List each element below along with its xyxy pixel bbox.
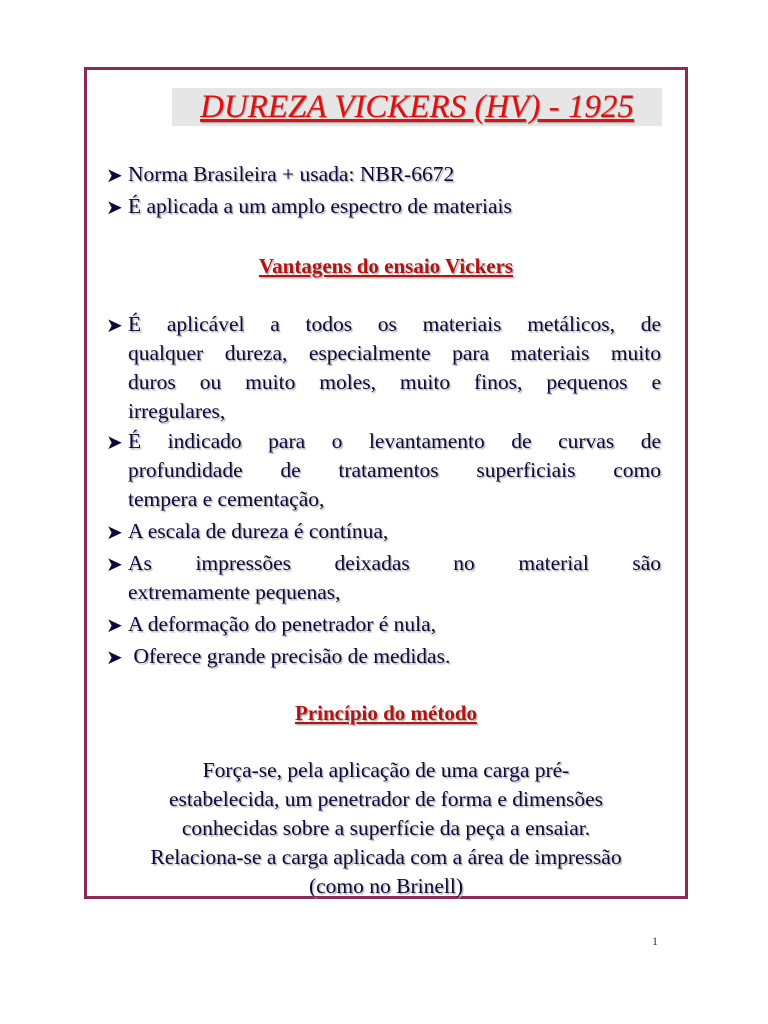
- advantage-line: qualquer dureza, especialmente para materiais muito: [128, 341, 661, 365]
- arrow-bullet-icon: ➤: [106, 615, 123, 637]
- advantage-line: tempera e cementação,: [128, 487, 325, 511]
- arrow-bullet-icon: ➤: [106, 165, 123, 187]
- advantage-line: É indicado para o levantamento de curvas de: [128, 429, 661, 453]
- page-number: 1: [652, 934, 658, 948]
- advantage-line: extremamente pequenas,: [128, 580, 341, 604]
- section-heading-principle: Princípio do método: [295, 701, 477, 725]
- arrow-bullet-icon: ➤: [106, 315, 123, 337]
- advantage-line: A deformação do penetrador é nula,: [128, 612, 437, 636]
- arrow-bullet-icon: ➤: [106, 554, 123, 576]
- advantage-line: É aplicável a todos os materiais metálicos, de: [128, 312, 661, 336]
- principle-line: conhecidas sobre a superfície da peça a ensaiar.: [181, 816, 591, 840]
- arrow-bullet-icon: ➤: [106, 432, 123, 454]
- advantage-line: A escala de dureza é contínua,: [128, 519, 389, 543]
- advantage-line: profundidade de tratamentos superficiais como: [128, 458, 661, 482]
- advantage-line: irregulares,: [128, 399, 226, 423]
- principle-line: Força-se, pela aplicação de uma carga pré-: [202, 758, 570, 782]
- intro-item: Norma Brasileira + usada: NBR-6672: [128, 162, 455, 186]
- arrow-bullet-icon: ➤: [106, 197, 123, 219]
- principle-line: (como no Brinell): [308, 874, 464, 898]
- arrow-bullet-icon: ➤: [106, 647, 123, 669]
- advantage-line: duros ou muito moles, muito finos, pequenos e: [128, 370, 661, 394]
- advantage-line: As impressões deixadas no material são: [128, 551, 661, 575]
- advantage-line: Oferece grande precisão de medidas.: [128, 644, 451, 668]
- principle-line: Relaciona-se a carga aplicada com a área de impressão: [150, 845, 622, 869]
- page-title: DUREZA VICKERS (HV) - 1925: [172, 88, 662, 126]
- arrow-bullet-icon: ➤: [106, 522, 123, 544]
- principle-line: estabelecida, um penetrador de forma e dimensões: [169, 787, 603, 811]
- section-heading-advantages: Vantagens do ensaio Vickers: [258, 254, 514, 278]
- intro-item: É aplicada a um amplo espectro de materiais: [128, 194, 512, 218]
